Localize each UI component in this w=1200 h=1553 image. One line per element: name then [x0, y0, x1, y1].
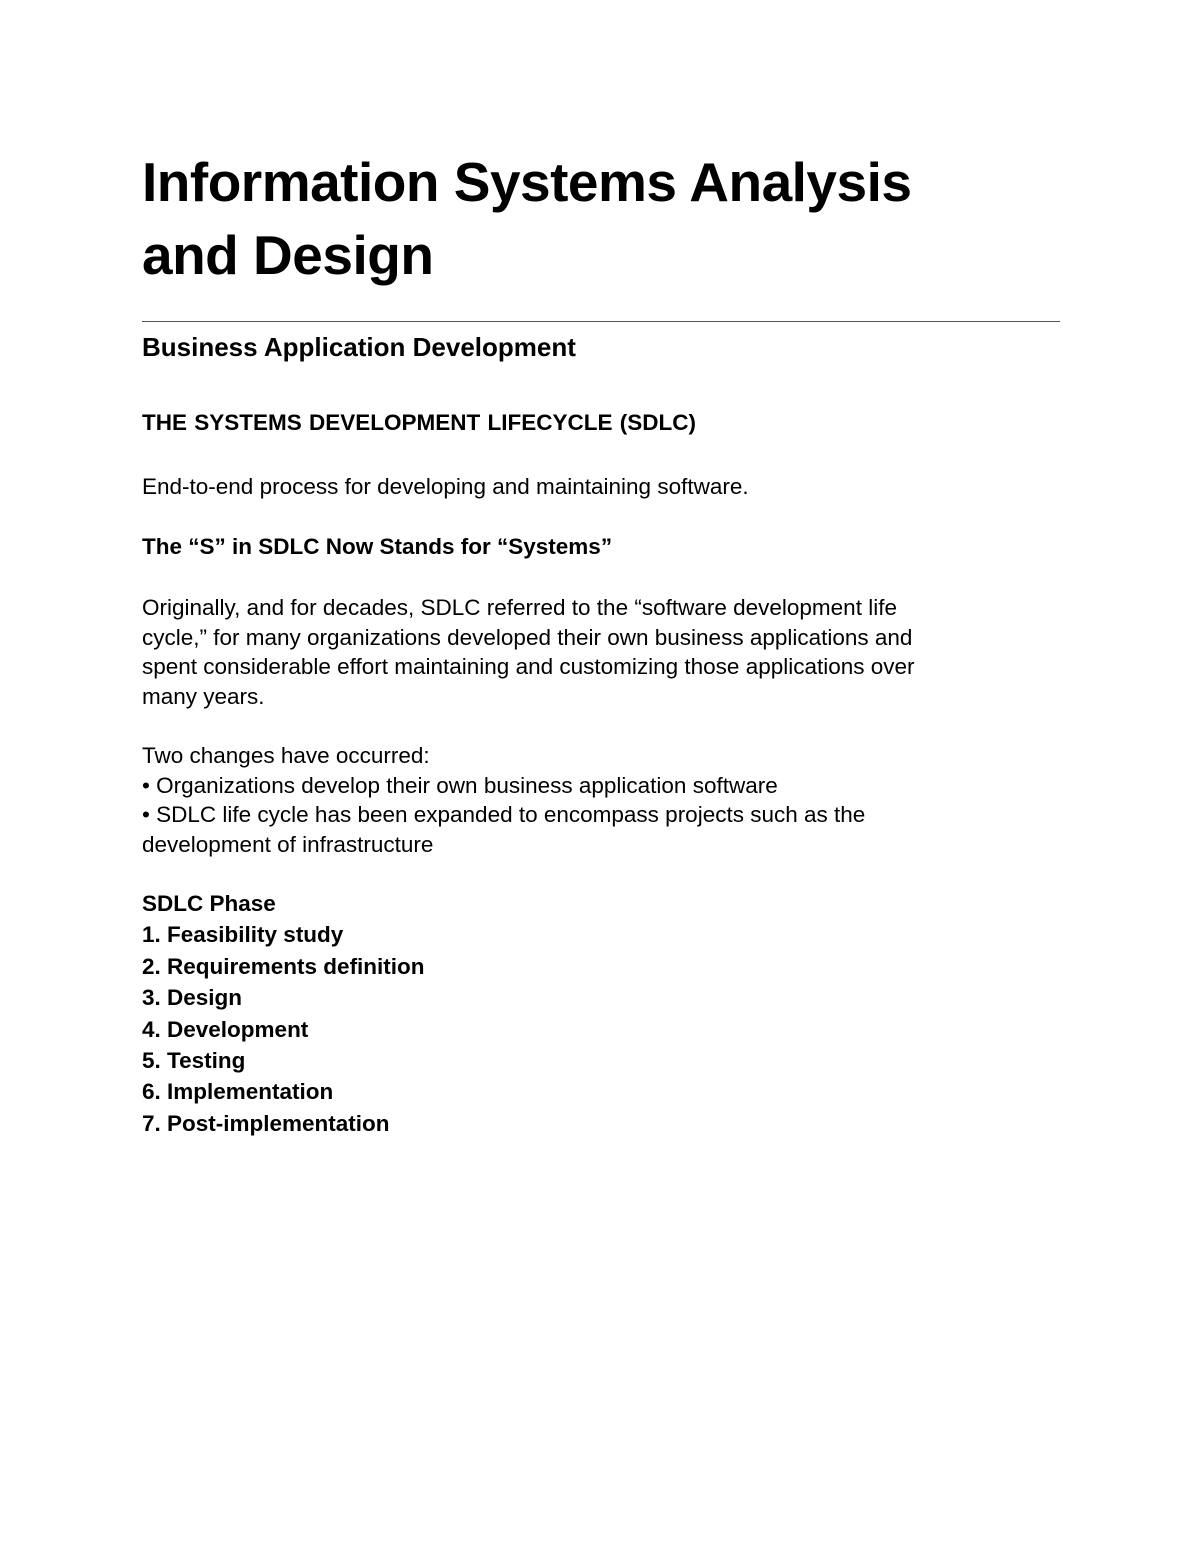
- paragraph-line: many years.: [142, 683, 265, 709]
- phase-item: 3. Design: [142, 985, 243, 1011]
- intro-paragraph: End-to-end process for developing and maintaining software.: [142, 474, 749, 499]
- bullet-item: • Organizations develop their own business application software: [142, 772, 778, 798]
- title-divider: [142, 321, 1060, 322]
- paragraph-line: spent considerable effort maintaining and customizing those applications over: [142, 654, 915, 680]
- phase-item: 4. Development: [142, 1016, 309, 1042]
- title-line-2: and Design: [142, 224, 434, 286]
- paragraph-line: development of infrastructure: [142, 831, 434, 857]
- phase-item: 5. Testing: [142, 1048, 246, 1074]
- s-heading: The “S” in SDLC Now Stands for “Systems”: [142, 534, 613, 559]
- section-heading: THE SYSTEMS DEVELOPMENT LIFECYCLE (SDLC): [142, 410, 697, 435]
- sdlc-phase-list: [142, 888, 425, 1139]
- phase-item: 1. Feasibility study: [142, 922, 344, 948]
- paragraph-line: Two changes have occurred:: [142, 743, 430, 768]
- phase-heading: SDLC Phase: [142, 891, 276, 916]
- bullet-item: • SDLC life cycle has been expanded to encompass projects such as the: [142, 802, 866, 828]
- phase-item: 2. Requirements definition: [142, 953, 425, 979]
- phase-item: 6. Implementation: [142, 1079, 334, 1105]
- title-line-1: Information Systems Analysis: [142, 151, 912, 213]
- phase-item: 7. Post-implementation: [142, 1110, 390, 1136]
- changes-paragraph: [142, 741, 1042, 859]
- paragraph-line: Originally, and for decades, SDLC referred to the “software development life: [142, 595, 897, 620]
- originally-paragraph: [142, 593, 1042, 711]
- document-title: [142, 146, 1042, 292]
- document-subtitle: Business Application Development: [142, 332, 576, 362]
- paragraph-line: cycle,” for many organizations developed their own business applications and: [142, 624, 913, 650]
